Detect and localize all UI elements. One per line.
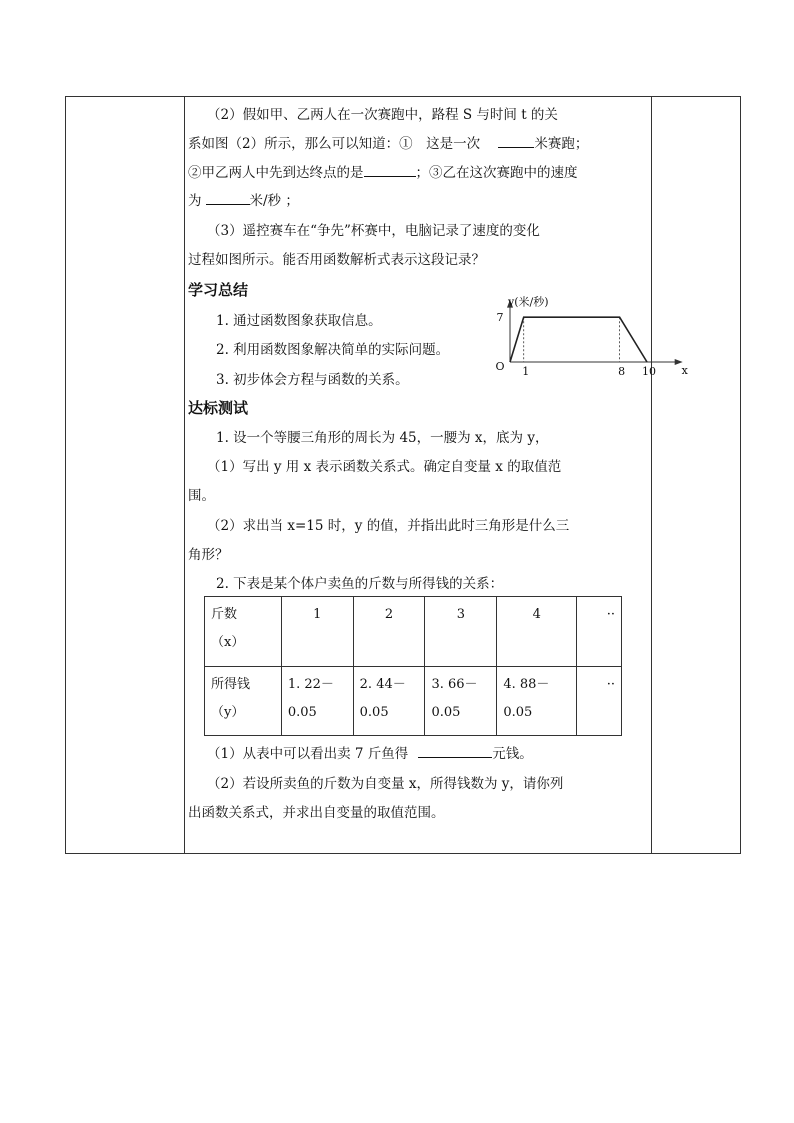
test-q1: 1. 设一个等腰三角形的周长为 45，一腰为 x，底为 y， — [216, 430, 549, 446]
section2-line2-text: 系如图（2）所示，那么可以知道：① 这是一次 — [188, 136, 481, 152]
table-cell — [281, 666, 353, 736]
row1-head-line1: 斤数 — [211, 607, 238, 622]
section2-line3 — [188, 164, 578, 182]
column-divider-left — [184, 97, 185, 853]
x-tick-label: 1 — [522, 365, 530, 378]
summary-heading: 学习总结 — [188, 281, 249, 299]
section2-line4 — [188, 192, 299, 210]
section2-line2 — [188, 135, 588, 153]
section2-line4-tail: 米/秒 ； — [249, 193, 299, 209]
blank-money-7jin[interactable] — [418, 745, 492, 758]
test-heading: 达标测试 — [188, 399, 249, 417]
cell-line1: 1. 22－ — [287, 676, 334, 692]
test-q2b-cont: 出函数关系式，并求出自变量的取值范围。 — [188, 805, 445, 821]
section3-line1: （3）遥控赛车在“争先”杯赛中，电脑记录了速度的变化 — [207, 223, 540, 239]
table-cell: 1 — [281, 597, 353, 667]
test-q2b: （2）若设所卖鱼的斤数为自变量 x，所得钱数为 y，请你列 — [207, 776, 564, 792]
x-tick-label: 10 — [642, 365, 656, 378]
section3-line2: 过程如图所示。能否用函数解析式表示这段记录？ — [188, 252, 485, 268]
x-tick-label: 8 — [618, 365, 626, 378]
row1-head-line2: （x） — [211, 635, 245, 650]
test-q2a-text: （1）从表中可以看出卖 7 斤鱼得 — [207, 746, 409, 762]
table-row — [205, 666, 622, 736]
cell-line1: 4. 88－ — [503, 676, 550, 692]
y-axis-label: v(米/秒) — [508, 295, 549, 309]
cell-line1: 3. 66－ — [431, 676, 478, 692]
blank-race-distance[interactable] — [498, 135, 534, 148]
speed-time-chart — [480, 255, 688, 385]
cell-line1: 2. 44－ — [359, 676, 406, 692]
section2-line3-tail: ；③乙在这次赛跑中的速度 — [415, 165, 578, 181]
test-q2a — [207, 745, 533, 763]
table-row — [205, 597, 622, 667]
cell-line2: 0.05 — [287, 704, 317, 720]
y-tick-label: 7 — [496, 311, 504, 325]
table-cell — [425, 666, 497, 736]
cell-line2: 0.05 — [431, 704, 461, 720]
origin-label: O — [495, 360, 505, 373]
table-cell: 3 — [425, 597, 497, 667]
section2-line3-text: ②甲乙两人中先到达终点的是 — [188, 165, 364, 181]
table-cell — [353, 666, 425, 736]
row2-head-line1: 所得钱 — [211, 676, 251, 692]
blank-first-finisher[interactable] — [364, 164, 416, 177]
cell-line2: 0.05 — [503, 704, 533, 720]
table-cell: 2 — [353, 597, 425, 667]
section2-line4-text: 为 — [188, 193, 202, 209]
test-q2a-tail: 元钱。 — [492, 746, 533, 762]
test-q1b: （2）求出当 x=15 时，y 的值，并指出此时三角形是什么三 — [207, 518, 570, 534]
speed-series-line — [510, 317, 647, 362]
table-cell-header-y — [205, 666, 282, 736]
table-cell-more: ·· — [577, 597, 622, 667]
test-q1a: （1）写出 y 用 x 表示函数关系式。确定自变量 x 的取值范 — [207, 459, 562, 475]
summary-item-1: 1. 通过函数图象获取信息。 — [216, 313, 382, 329]
table-cell-header-x — [205, 597, 282, 667]
table-cell — [497, 666, 577, 736]
x-axis-label: x — [681, 364, 688, 377]
fish-price-table — [204, 596, 622, 736]
test-q1a-cont: 围。 — [188, 488, 215, 504]
summary-item-2: 2. 利用函数图象解决简单的实际问题。 — [216, 342, 450, 358]
row2-head-line2: （y） — [211, 704, 245, 720]
test-q1b-cont: 角形？ — [188, 547, 229, 563]
table-cell-more: ·· — [577, 666, 622, 736]
summary-item-3: 3. 初步体会方程与函数的关系。 — [216, 372, 409, 388]
cell-line2: 0.05 — [359, 704, 389, 720]
section2-line2-tail: 米赛跑； — [534, 136, 589, 152]
test-q2: 2. 下表是某个体户卖鱼的斤数与所得钱的关系： — [216, 576, 504, 592]
table-cell: 4 — [497, 597, 577, 667]
blank-speed[interactable] — [206, 192, 250, 205]
column-divider-right — [651, 97, 652, 853]
section2-line1: （2）假如甲、乙两人在一次赛跑中，路程 S 与时间 t 的关 — [207, 107, 558, 123]
